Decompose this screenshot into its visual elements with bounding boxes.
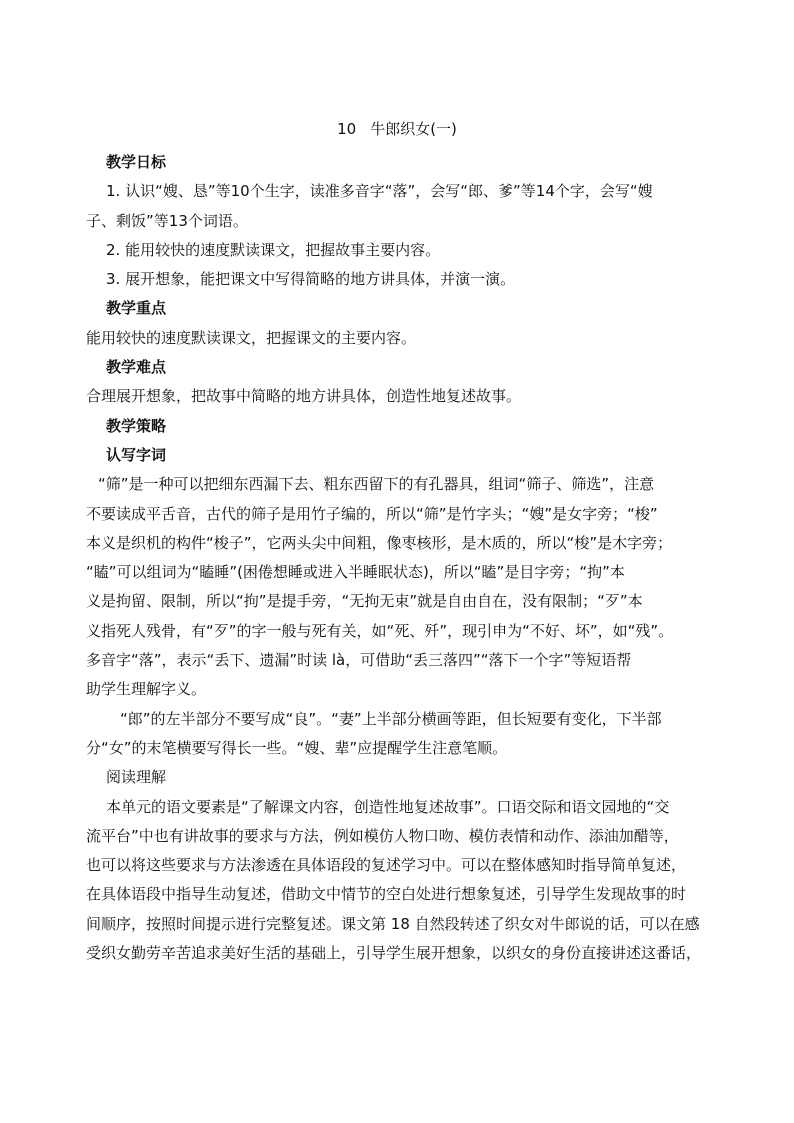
- paragraph-line: 间顺序，按照时间提示进行完整复述。课文第 18 自然段转述了织女对牛郎说的话，可以在感: [86, 914, 700, 933]
- lesson-title: [0, 118, 794, 140]
- paragraph-line: 受织女勤劳辛苦追求美好生活的基础上，引导学生展开想象，以织女的身份直接讲述这番话，: [86, 944, 702, 963]
- paragraph-line: 1. 认识“嫂、恳”等10个生字，读准多音字“落”，会写“郎、爹”等14个字，会写“嫂: [106, 182, 653, 201]
- paragraph-line: “瞌”可以组词为“瞌睡”(困倦想睡或进入半睡眠状态)，所以“瞌”是目字旁；“拘”本: [86, 563, 625, 582]
- paragraph-line: 教学策略: [106, 416, 167, 435]
- lesson-title-text: 牛郎织女(一): [370, 120, 457, 138]
- lesson-number: 10: [337, 120, 357, 138]
- paragraph-line: 分“女”的末笔横要写得长一些。“嫂、辈”应提醒学生注意笔顺。: [86, 738, 508, 757]
- paragraph-line: 教学日标: [106, 153, 167, 171]
- paragraph-line: 2. 能用较快的速度默读课文，把握故事主要内容。: [106, 240, 441, 259]
- paragraph-line: 认写字词: [106, 445, 167, 464]
- paragraph-line: 合理展开想象，把故事中简略的地方讲具体，创造性地复述故事。: [86, 387, 522, 406]
- paragraph-line: “筛”是一种可以把细东西漏下去、粗东西留下的有孔器具，组词“筛子、筛选”，注意: [98, 475, 655, 494]
- paragraph-line: 子、剩饭”等13个词语。: [86, 211, 248, 230]
- paragraph-line: 多音字“落”，表示“丢下、遗漏”时读 là，可借助“丢三落四”“落下一个字”等短语帮: [86, 651, 632, 670]
- paragraph-line: “郎”的左半部分不要写成“良”。“妻”上半部分横画等距，但长短要有变化，下半部: [120, 709, 662, 728]
- paragraph-line: 3. 展开想象，能把课文中写得简略的地方讲具体，并演一演。: [106, 270, 516, 289]
- document-body: [86, 148, 746, 968]
- paragraph-line: 义指死人残骨，有“歹”的字一般与死有关，如“死、歼”，现引申为“不好、坏”，如“残”。: [86, 621, 674, 640]
- paragraph-line: 能用较快的速度默读课文，把握课文的主要内容。: [86, 328, 417, 347]
- paragraph-line: 助学生理解字义。: [86, 680, 207, 699]
- paragraph-line: 阅读理解: [106, 768, 167, 787]
- paragraph-line: 在具体语段中指导生动复述，借助文中情节的空白处进行想象复述，引导学生发现故事的时: [86, 885, 687, 904]
- paragraph-line: 流平台”中也有讲故事的要求与方法，例如模仿人物口吻、模仿表情和动作、添油加醋等，: [86, 826, 679, 845]
- paragraph-line: 也可以将这些要求与方法渗透在具体语段的复述学习中。可以在整体感知时指导简单复述，: [86, 856, 687, 875]
- paragraph-line: 教学重点: [106, 299, 167, 318]
- paragraph-line: 本义是织机的构件“梭子”，它两头尖中间粗，像枣核形，是木质的，所以“梭”是木字旁；: [86, 533, 673, 552]
- paragraph-line: 不要读成平舌音，古代的筛子是用竹子编的，所以“筛”是竹字头；“嫂”是女字旁；“梭”: [86, 504, 658, 523]
- paragraph-line: 教学难点: [106, 358, 167, 377]
- paragraph-line: 本单元的语文要素是“了解课文内容，创造性地复述故事”。口语交际和语文园地的“交: [106, 797, 670, 816]
- paragraph-line: 义是拘留、限制，所以“拘”是提手旁，“无拘无束”就是自由自在，没有限制；“歹”本: [86, 592, 643, 611]
